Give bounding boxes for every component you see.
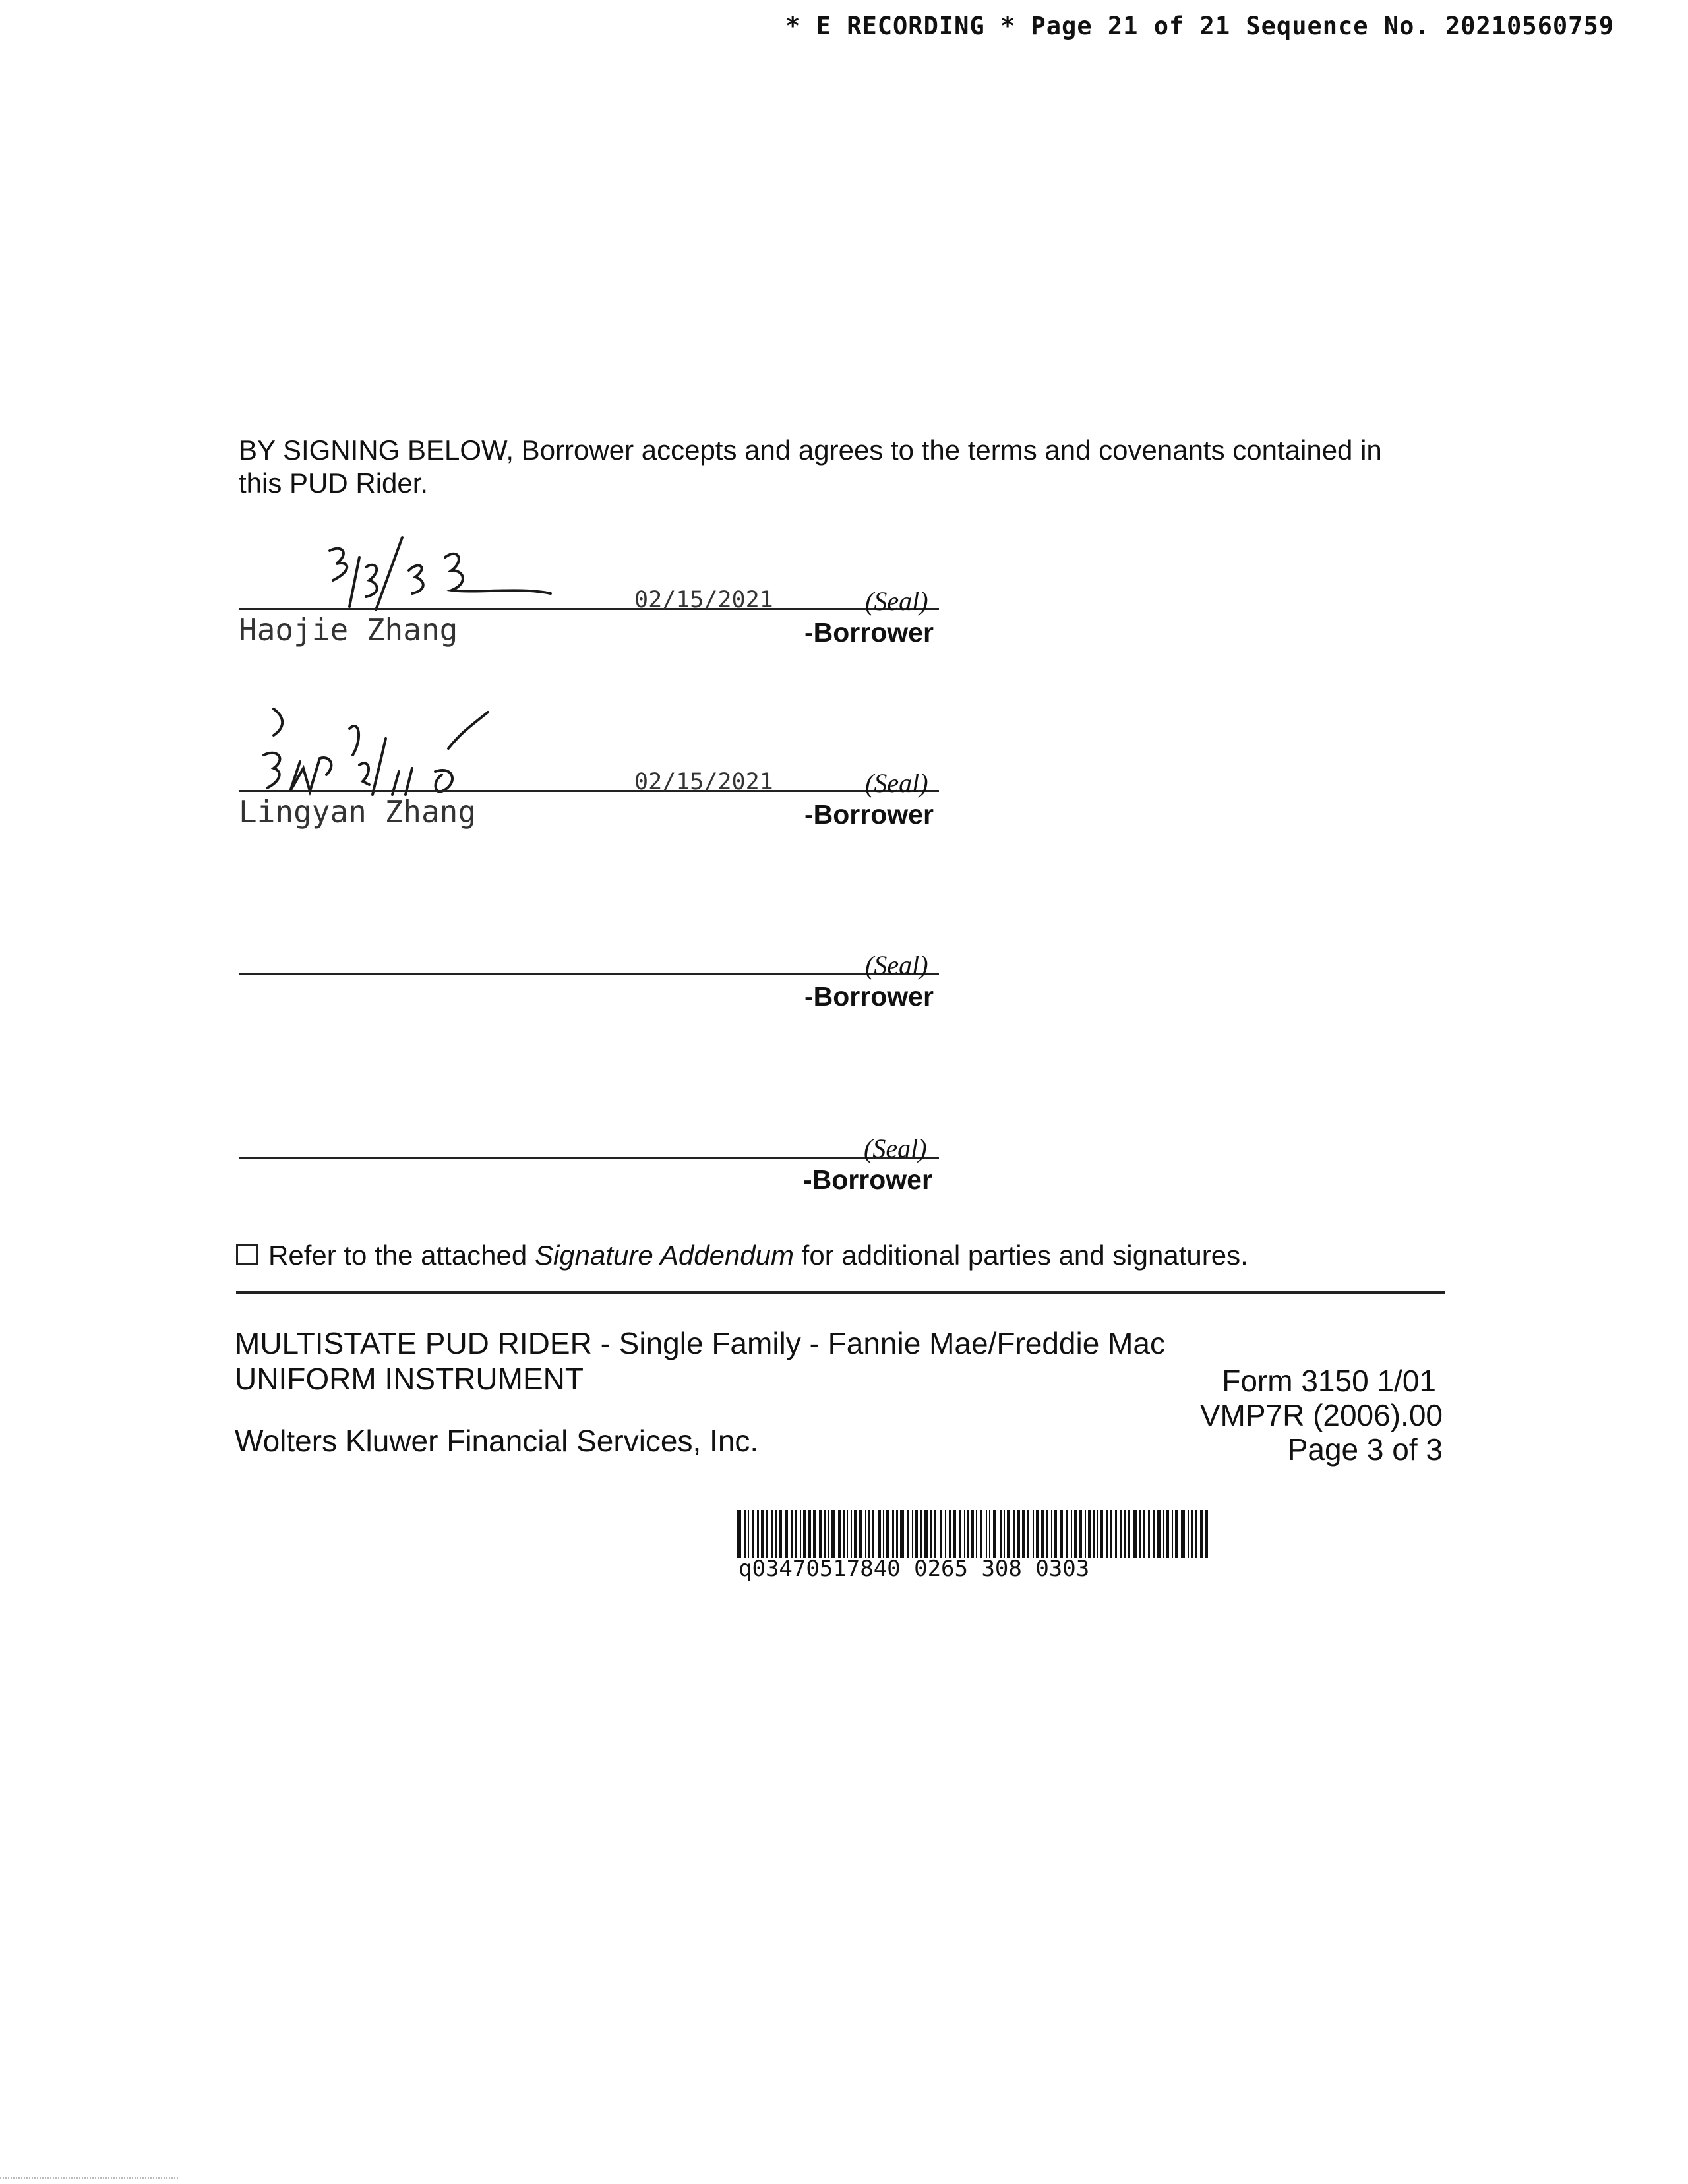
barcode-bar bbox=[1017, 1510, 1020, 1558]
addendum-italic-title: Signature Addendum bbox=[534, 1240, 794, 1271]
barcode-bar bbox=[1074, 1510, 1077, 1558]
barcode-bar bbox=[945, 1510, 946, 1558]
barcode-bar bbox=[748, 1510, 749, 1558]
barcode-bar bbox=[1000, 1510, 1002, 1558]
barcode-bar bbox=[896, 1510, 898, 1558]
barcode-bar bbox=[1133, 1510, 1137, 1558]
form-title bbox=[235, 1325, 1165, 1397]
barcode-bar bbox=[819, 1510, 822, 1558]
barcode-bar bbox=[989, 1510, 990, 1558]
barcode-bar bbox=[803, 1510, 806, 1558]
scan-artifact-line bbox=[0, 2177, 178, 2179]
barcode-bar bbox=[1027, 1510, 1029, 1558]
barcode-bar bbox=[1004, 1510, 1005, 1558]
barcode-bar bbox=[915, 1510, 918, 1558]
borrower-label-4: -Borrower bbox=[803, 1165, 932, 1195]
barcode-bar bbox=[1100, 1510, 1103, 1558]
barcode-bar bbox=[868, 1510, 870, 1558]
barcode-bar bbox=[771, 1510, 773, 1558]
barcode-bar bbox=[886, 1510, 889, 1558]
barcode-bar bbox=[775, 1510, 777, 1558]
barcode-bar bbox=[1036, 1510, 1039, 1558]
addendum-suffix: for additional parties and signatures. bbox=[801, 1240, 1248, 1271]
barcode-bar bbox=[907, 1510, 909, 1558]
barcode-bar bbox=[1115, 1510, 1117, 1558]
barcode-bar bbox=[934, 1510, 936, 1558]
barcode-bar bbox=[744, 1510, 746, 1558]
borrower-label-2: -Borrower bbox=[804, 799, 934, 830]
barcode-bar bbox=[986, 1510, 987, 1558]
barcode-bar bbox=[912, 1510, 913, 1558]
barcode-bar bbox=[1143, 1510, 1145, 1558]
barcode-bar bbox=[1033, 1510, 1034, 1558]
barcode-bar bbox=[924, 1510, 928, 1558]
barcode-bar bbox=[1157, 1510, 1160, 1558]
signature-addendum-note bbox=[236, 1240, 1248, 1271]
barcode-bar bbox=[831, 1510, 835, 1558]
barcode-bar bbox=[757, 1510, 759, 1558]
barcode-bar bbox=[854, 1510, 857, 1558]
barcode-bar bbox=[838, 1510, 841, 1558]
barcode-bar bbox=[967, 1510, 969, 1558]
barcode-bar bbox=[1128, 1510, 1130, 1558]
barcode-bar bbox=[828, 1510, 829, 1558]
signer-name-2: Lingyan Zhang bbox=[239, 794, 477, 830]
signature-line-2 bbox=[239, 790, 939, 792]
barcode-bar bbox=[1088, 1510, 1091, 1558]
barcode-bar bbox=[800, 1510, 801, 1558]
barcode-bar bbox=[851, 1510, 852, 1558]
barcode-bar bbox=[1110, 1510, 1112, 1558]
barcode-bar bbox=[785, 1510, 788, 1558]
handwritten-signature-1 bbox=[303, 531, 554, 617]
barcode-bar bbox=[872, 1510, 874, 1558]
barcode-bar bbox=[1022, 1510, 1025, 1558]
barcode-bar bbox=[1013, 1510, 1015, 1558]
vmp-code: VMP7R (2006).00 bbox=[1199, 1398, 1443, 1432]
barcode-bar bbox=[791, 1510, 793, 1558]
barcode-bar bbox=[940, 1510, 942, 1558]
barcode-bar bbox=[1079, 1510, 1082, 1558]
barcode-bar bbox=[1106, 1510, 1108, 1558]
barcode-bar bbox=[1166, 1510, 1169, 1558]
barcode-bar bbox=[964, 1510, 965, 1558]
barcode-bar bbox=[1060, 1510, 1063, 1558]
barcode-bar bbox=[1124, 1510, 1126, 1558]
signature-line-4 bbox=[239, 1157, 939, 1159]
barcode-bar bbox=[1046, 1510, 1048, 1558]
seal-label-4: (Seal) bbox=[864, 1134, 927, 1163]
barcode-bar bbox=[892, 1510, 894, 1558]
form-number: Form 3150 1/01 bbox=[1222, 1364, 1436, 1398]
barcode-bar bbox=[1066, 1510, 1068, 1558]
barcode-bar bbox=[865, 1510, 866, 1558]
barcode-bar bbox=[959, 1510, 961, 1558]
barcode-bar bbox=[1205, 1510, 1208, 1558]
seal-label-3: (Seal) bbox=[865, 950, 928, 980]
barcode-bar bbox=[953, 1510, 956, 1558]
barcode-bar bbox=[808, 1510, 811, 1558]
signature-line-1 bbox=[239, 608, 939, 610]
barcode-bar bbox=[1041, 1510, 1044, 1558]
barcode-bar bbox=[843, 1510, 845, 1558]
publisher-name: Wolters Kluwer Financial Services, Inc. bbox=[235, 1424, 759, 1458]
seal-label-1: (Seal) bbox=[865, 586, 928, 616]
barcode-bar bbox=[752, 1510, 754, 1558]
barcode-bar bbox=[1097, 1510, 1098, 1558]
signature-line-3 bbox=[239, 973, 939, 975]
borrower-label-3: -Borrower bbox=[804, 981, 934, 1012]
barcode-bar bbox=[1188, 1510, 1189, 1558]
barcode-bar bbox=[1148, 1510, 1150, 1558]
barcode-bar bbox=[980, 1510, 982, 1558]
barcode-bar bbox=[949, 1510, 951, 1558]
barcode-bar bbox=[761, 1510, 764, 1558]
barcode-bar bbox=[1191, 1510, 1193, 1558]
form-title-line-1: MULTISTATE PUD RIDER - Single Family - Fannie Mae/Freddie Mac bbox=[235, 1326, 1165, 1360]
barcode-bar bbox=[1181, 1510, 1185, 1558]
barcode-bar bbox=[1163, 1510, 1164, 1558]
barcode-bar bbox=[1051, 1510, 1052, 1558]
barcode-text: q03470517840 0265 308 0303 bbox=[738, 1556, 1090, 1582]
seal-label-2: (Seal) bbox=[865, 768, 928, 798]
barcode-bar bbox=[920, 1510, 922, 1558]
barcode-bar bbox=[971, 1510, 974, 1558]
barcode-bar bbox=[766, 1510, 768, 1558]
barcode-bar bbox=[847, 1510, 848, 1558]
form-title-line-2: UNIFORM INSTRUMENT bbox=[235, 1362, 584, 1396]
signer-name-1: Haojie Zhang bbox=[239, 612, 458, 648]
footer-divider bbox=[236, 1291, 1445, 1294]
barcode-bar bbox=[1175, 1510, 1178, 1558]
handwritten-signature-2 bbox=[237, 699, 541, 804]
barcode-bar bbox=[993, 1510, 996, 1558]
barcode-bar bbox=[1093, 1510, 1095, 1558]
barcode-bar bbox=[859, 1510, 862, 1558]
barcode-bar bbox=[737, 1510, 741, 1558]
barcode-bar bbox=[824, 1510, 826, 1558]
barcode-bar bbox=[878, 1510, 881, 1558]
barcode-bar bbox=[1195, 1510, 1197, 1558]
barcode-bar bbox=[1054, 1510, 1057, 1558]
addendum-prefix: Refer to the attached bbox=[268, 1240, 528, 1271]
barcode-bar bbox=[883, 1510, 884, 1558]
page-number: Page 3 of 3 bbox=[1287, 1432, 1443, 1467]
barcode-bar bbox=[900, 1510, 904, 1558]
borrower-label-1: -Borrower bbox=[804, 617, 934, 648]
barcode-bar bbox=[1071, 1510, 1072, 1558]
barcode-bar bbox=[795, 1510, 797, 1558]
recording-banner: * E RECORDING * Page 21 of 21 Sequence No. 20210560759 bbox=[785, 12, 1614, 40]
barcode-bar bbox=[1153, 1510, 1155, 1558]
barcode-bar bbox=[1200, 1510, 1203, 1558]
signature-date-1: 02/15/2021 bbox=[634, 587, 773, 613]
barcode-bar bbox=[1085, 1510, 1086, 1558]
barcode-bar bbox=[1139, 1510, 1141, 1558]
barcode-image bbox=[737, 1510, 1212, 1558]
signature-date-2: 02/15/2021 bbox=[634, 769, 773, 795]
barcode-bar bbox=[976, 1510, 977, 1558]
barcode-bar bbox=[930, 1510, 932, 1558]
barcode-bar bbox=[1007, 1510, 1010, 1558]
signing-statement: BY SIGNING BELOW, Borrower accepts and agrees to the terms and covenants contained in this PUD Rider. bbox=[239, 435, 1382, 499]
addendum-checkbox[interactable] bbox=[236, 1244, 258, 1265]
barcode-bar bbox=[1120, 1510, 1122, 1558]
barcode-bar bbox=[813, 1510, 816, 1558]
barcode-bar bbox=[1172, 1510, 1173, 1558]
barcode-bar bbox=[779, 1510, 782, 1558]
